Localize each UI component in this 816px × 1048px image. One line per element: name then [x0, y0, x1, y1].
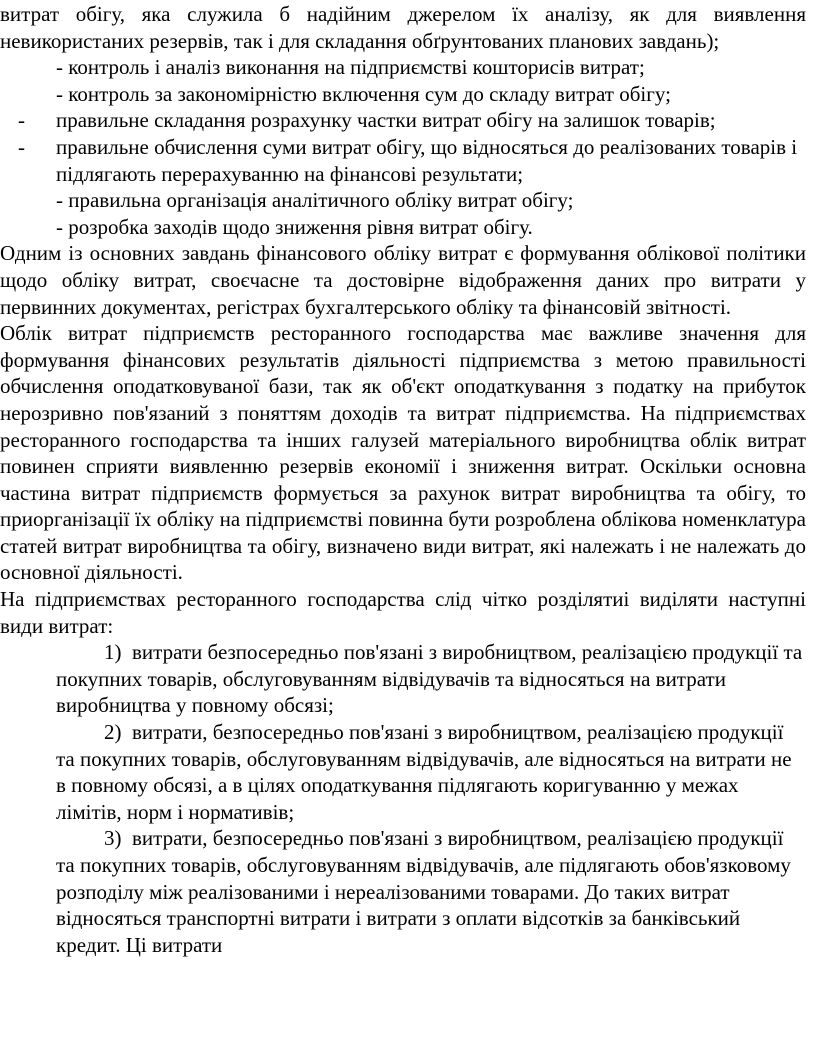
dash-marker: -	[18, 134, 25, 159]
numbered-item	[0, 639, 806, 719]
list-item: - розробка заходів щодо зниження рівня витрат обігу.	[56, 214, 533, 239]
numbered-item	[0, 825, 806, 958]
item-text: витрати, безпосередньо пов'язані з виробництвом, реалізацією продукції та покупних товарів, обслуговуванням відвідувачів, але підлягають обов'язковому розподілу між реалізованими і нереалізованими товарами. До таких витрат відносяться транспортні витрати і витрати з оплати відсотків за банківський кредит. Ці витрати	[56, 826, 791, 957]
task-list	[0, 54, 806, 240]
list-item-text: правильне складання розрахунку частки витрат обігу на залишок товарів;	[56, 108, 716, 133]
list-item-text: правильне обчислення суми витрат обігу, що відносяться до реалізованих товарів і підлягають перерахуванню на фінансові результати;	[56, 134, 798, 186]
item-number: 2)	[104, 720, 122, 745]
numbered-list	[0, 639, 806, 958]
list-item	[0, 134, 806, 187]
intro-paragraph: витрат обігу, яка служила б надійним джерелом їх аналізу, як для виявлення невикористаних резервів, так і для складання обґрунтованих планових завдань);	[0, 2, 806, 53]
paragraph-cost-accounting: Облік витрат підприємств ресторанного господарства має важливе значення для формування фінансових результатів діяльності підприємства з метою правильності обчислення оподатковуваної бази, так як об'єкт оподаткування з податку на прибуток нерозривно пов'язаний з поняттям доходів та витрат підприємства. На підприємствах ресторанного господарства та інших галузей матеріального виробництва облік витрат повинен сприяти виявленню резервів економії і зниження витрат. Оскільки основна частина витрат підприємств формується за рахунок витрат виробництва та обігу, то приорганізації їх обліку на підприємстві повинна бути розроблена облікова номенклатура статей витрат виробництва та обігу, визначено види витрат, які належать і не належать до основної діяльності.	[0, 321, 806, 585]
list-item	[0, 107, 806, 134]
numbered-item	[0, 719, 806, 825]
list-item: - контроль за закономірністю включення сум до складу витрат обігу;	[56, 81, 671, 106]
paragraph-cost-types-intro: На підприємствах ресторанного господарства слід чітко розділятиі виділяти наступні види витрат:	[0, 587, 806, 638]
list-item: - контроль і аналіз виконання на підприємстві кошторисів витрат;	[56, 55, 645, 80]
item-number: 3)	[104, 826, 122, 851]
document-page	[0, 1, 806, 958]
dash-marker: -	[18, 108, 25, 133]
paragraph-accounting-policy: Одним із основних завдань фінансового обліку витрат є формування облікової політики щодо обліку витрат, своєчасне та достовірне відображення даних про витрати у первинних документах, регістрах бухгалтерського обліку та фінансовій звітності.	[0, 241, 806, 319]
item-text: витрати безпосередньо пов'язані з виробництвом, реалізацією продукції та покупних товарів, обслуговуванням відвідувачів та відносяться на витрати виробництва у повному обсязі;	[56, 640, 803, 718]
item-number: 1)	[104, 640, 122, 665]
list-item: - правильна організація аналітичного обліку витрат обігу;	[56, 188, 574, 213]
item-text: витрати, безпосередньо пов'язані з виробництвом, реалізацією продукції та покупних товарів, обслуговуванням відвідувачів, але відносяться на витрати не в повному обсязі, а в цілях оподаткування підлягають коригуванню у межах лімітів, норм і нормативів;	[56, 720, 792, 824]
